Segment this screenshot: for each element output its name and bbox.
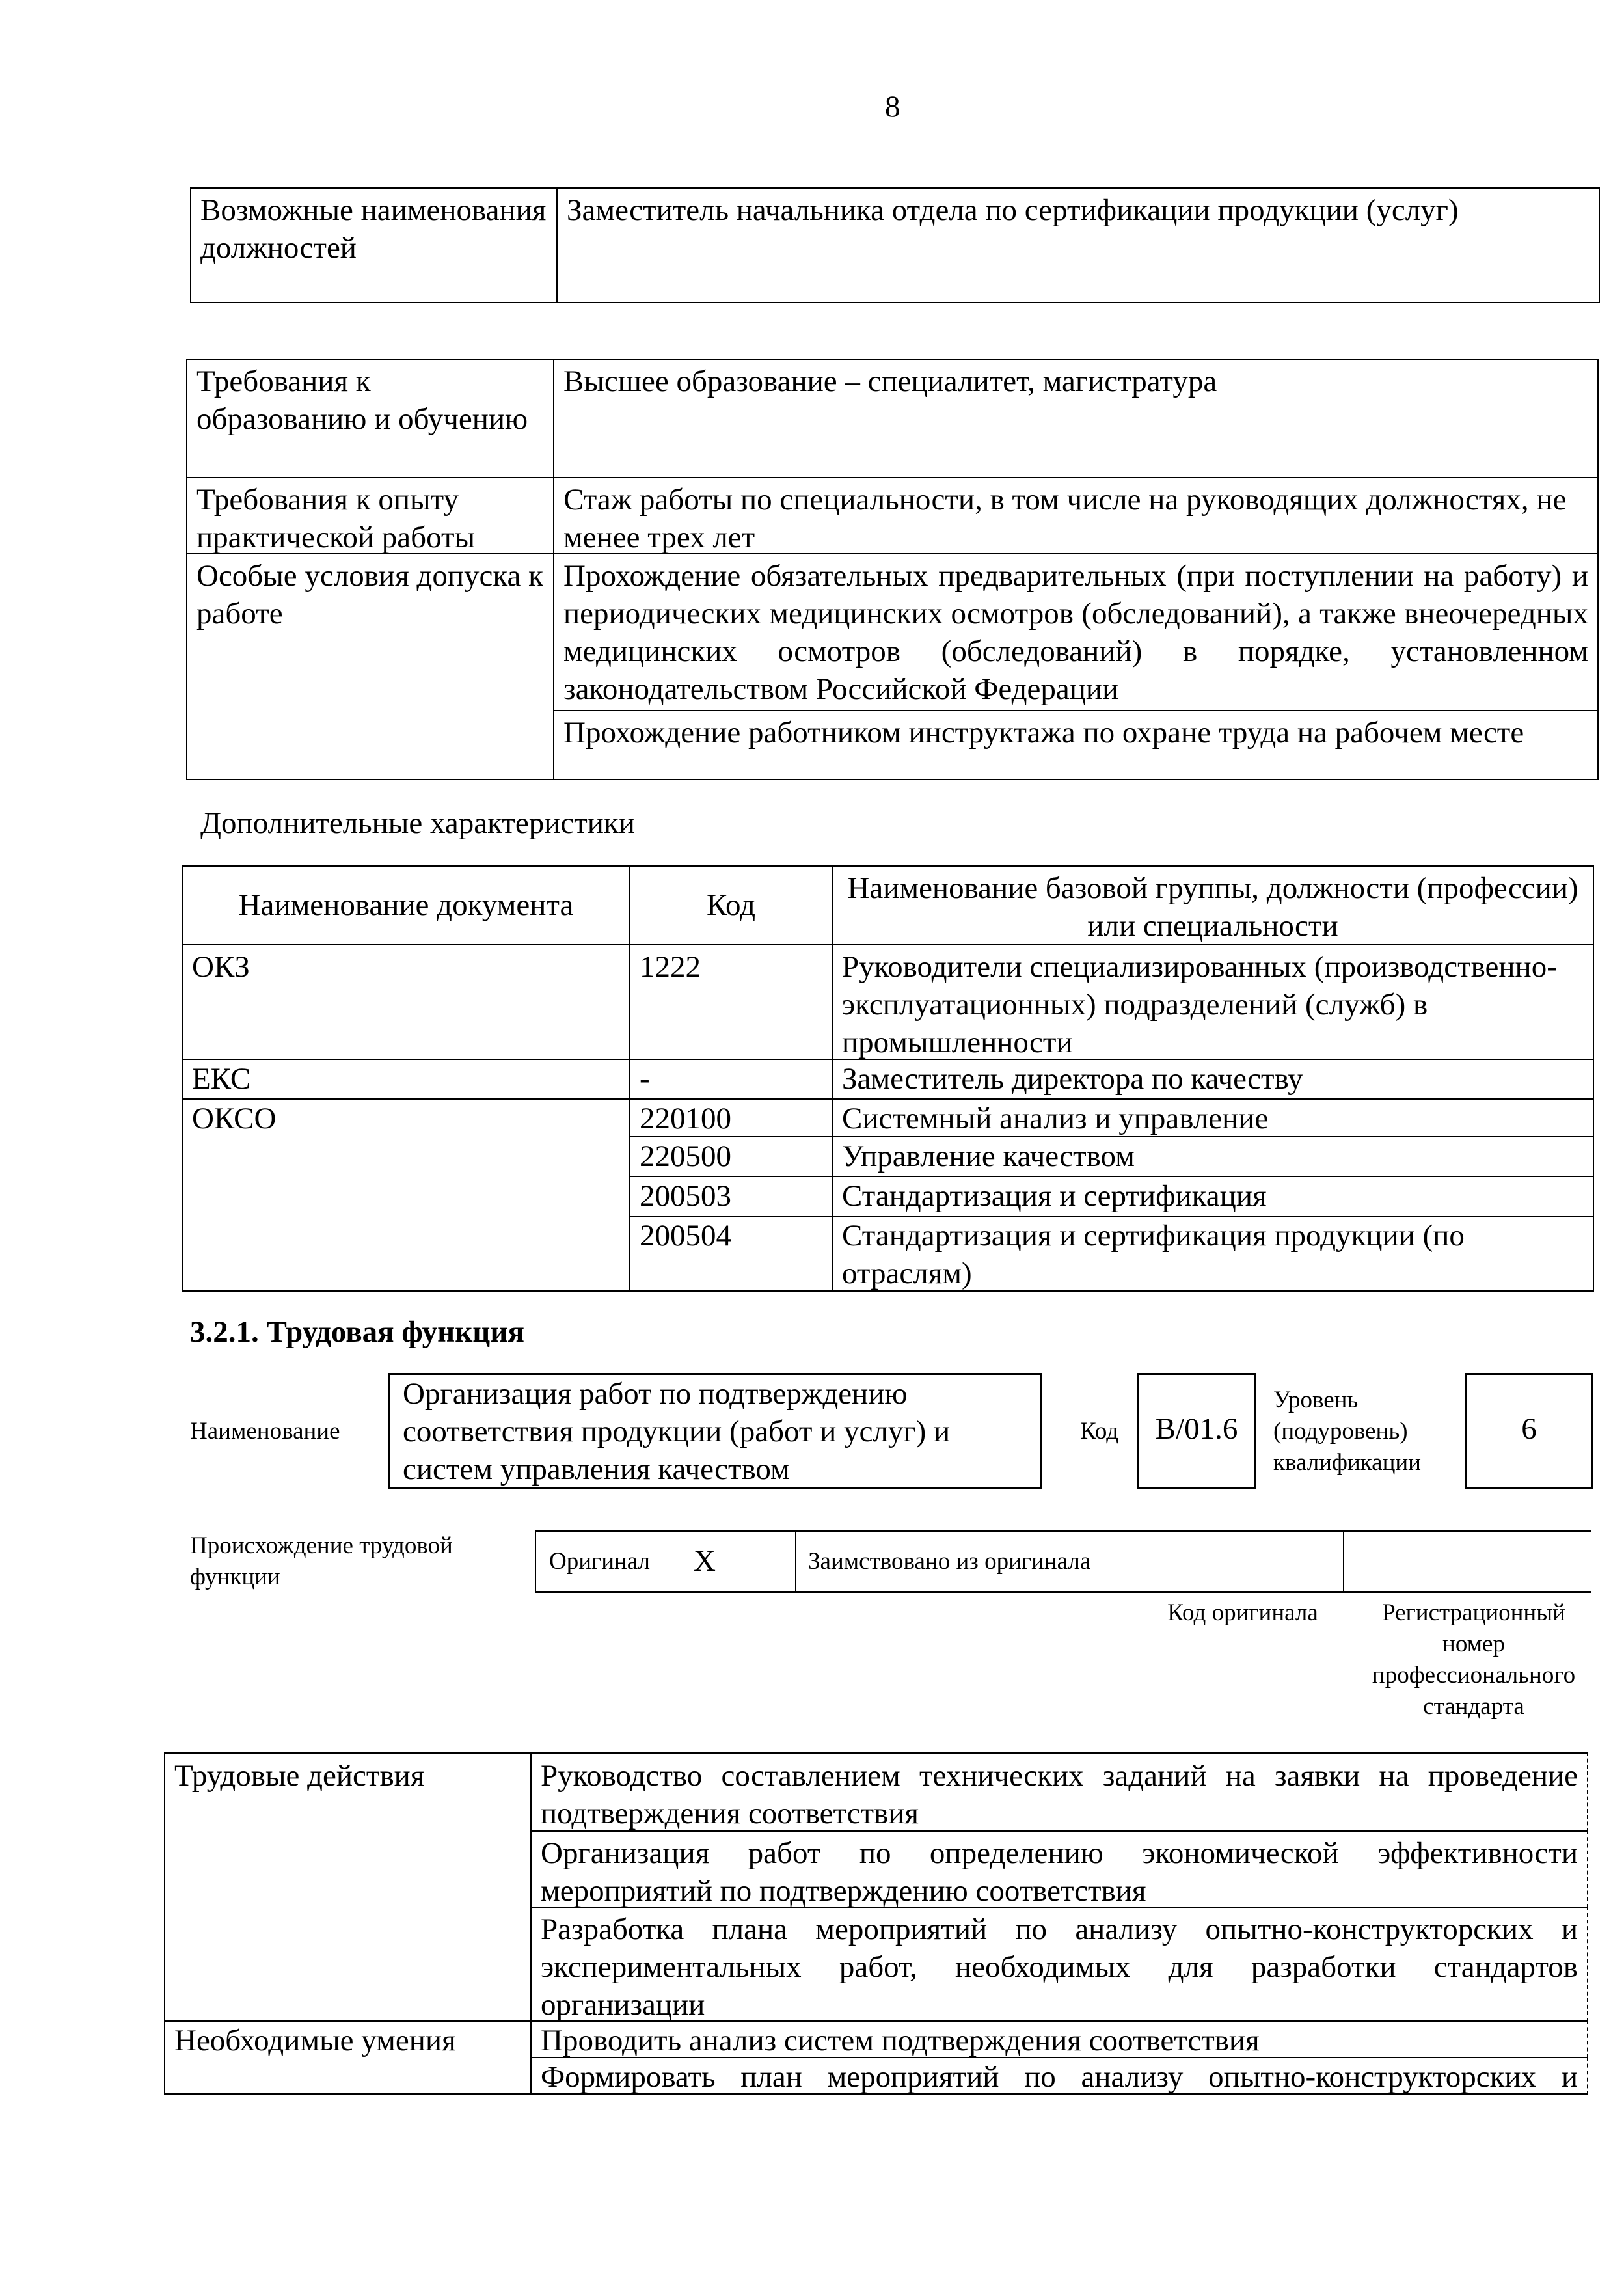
req-conditions-label: Особые условия допуска к работе bbox=[186, 553, 554, 780]
orig-code-caption: Код оригинала bbox=[1167, 1599, 1318, 1626]
code-cell: - bbox=[629, 1059, 833, 1100]
code-cell: 200503 bbox=[629, 1176, 833, 1217]
req-education-value: Высшее образование – специалитет, магистратура bbox=[553, 359, 1599, 478]
header-document: Наименование документа bbox=[182, 865, 630, 945]
level-label: Уровень (подуровень) квалификации bbox=[1273, 1387, 1421, 1476]
action-item: Разработка плана мероприятий по анализу опытно-конструкторских и экспериментальных работ, необходимых для разработки стандартов организации bbox=[530, 1907, 1588, 2022]
action-item: Руководство составлением технических заданий на заявки на проведение подтверждения соответствия bbox=[530, 1752, 1588, 1832]
page-number: 8 bbox=[885, 90, 900, 124]
origin-label: Происхождение трудовой функции bbox=[190, 1532, 453, 1590]
name-label: Наименование bbox=[190, 1418, 340, 1445]
original-label: Оригинал bbox=[549, 1548, 651, 1575]
doc-okso: ОКСО bbox=[182, 1098, 630, 1292]
positions-value: Заместитель начальника отдела по сертификации продукции (услуг) bbox=[556, 187, 1600, 303]
req-experience-value: Стаж работы по специальности, в том числе на руководящих должностях, не менее трех лет bbox=[553, 477, 1599, 554]
doc-okz: ОКЗ bbox=[182, 944, 630, 1060]
function-heading: 3.2.1. Трудовая функция bbox=[190, 1315, 524, 1349]
name-cell: Стандартизация и сертификация продукции (по отраслям) bbox=[832, 1216, 1594, 1292]
skill-item: Формировать план мероприятий по анализу опытно-конструкторских и bbox=[530, 2057, 1588, 2095]
origin-table bbox=[535, 1530, 1591, 1593]
divider bbox=[795, 1532, 796, 1591]
positions-label: Возможные наименования должностей bbox=[190, 187, 558, 303]
code-label: Код bbox=[1080, 1418, 1119, 1445]
reg-number-caption: Регистрационный номер профессионального стандарта bbox=[1372, 1599, 1576, 1720]
code-cell: 200504 bbox=[629, 1216, 833, 1292]
function-code-box bbox=[1137, 1373, 1256, 1489]
function-code-value: B/01.6 bbox=[1155, 1412, 1238, 1446]
name-cell: Системный анализ и управление bbox=[832, 1098, 1594, 1137]
name-cell: Руководители специализированных (производственно-эксплуатационных) подразделений (служб) в промышленности bbox=[832, 944, 1594, 1060]
header-code: Код bbox=[629, 865, 833, 945]
skill-item: Проводить анализ систем подтверждения соответствия bbox=[530, 2020, 1588, 2058]
function-name-box bbox=[388, 1373, 1042, 1489]
skills-label: Необходимые умения bbox=[164, 2020, 532, 2095]
name-cell: Стандартизация и сертификация bbox=[832, 1176, 1594, 1217]
original-mark: X bbox=[694, 1544, 716, 1578]
actions-label: Трудовые действия bbox=[164, 1752, 532, 2022]
req-education-label: Требования к образованию и обучению bbox=[186, 359, 554, 478]
code-cell: 1222 bbox=[629, 944, 833, 1060]
code-cell: 220100 bbox=[629, 1098, 833, 1137]
req-conditions-value-2: Прохождение работником инструктажа по охране труда на рабочем месте bbox=[553, 710, 1599, 780]
level-box bbox=[1465, 1373, 1593, 1489]
level-value: 6 bbox=[1521, 1412, 1537, 1446]
req-conditions-value-1: Прохождение обязательных предварительных (при поступлении на работу) и периодических медицинских осмотров (обследований), а также внеочередных медицинских осмотров (обследований) в порядке, установленном законодательством Российской Федерации bbox=[553, 553, 1599, 711]
name-cell: Заместитель директора по качеству bbox=[832, 1059, 1594, 1100]
function-name-value: Организация работ по подтверждению соответствия продукции (работ и услуг) и систем управления качеством bbox=[403, 1377, 951, 1486]
req-experience-label: Требования к опыту практической работы bbox=[186, 477, 554, 554]
name-cell: Управление качеством bbox=[832, 1136, 1594, 1177]
borrowed-label: Заимствовано из оригинала bbox=[808, 1548, 1091, 1575]
additional-title: Дополнительные характеристики bbox=[200, 806, 635, 840]
code-cell: 220500 bbox=[629, 1136, 833, 1177]
divider bbox=[1343, 1532, 1344, 1591]
doc-eks: ЕКС bbox=[182, 1059, 630, 1100]
header-name: Наименование базовой группы, должности (профессии) или специальности bbox=[832, 865, 1594, 945]
action-item: Организация работ по определению экономической эффективности мероприятий по подтверждению соответствия bbox=[530, 1830, 1588, 1908]
